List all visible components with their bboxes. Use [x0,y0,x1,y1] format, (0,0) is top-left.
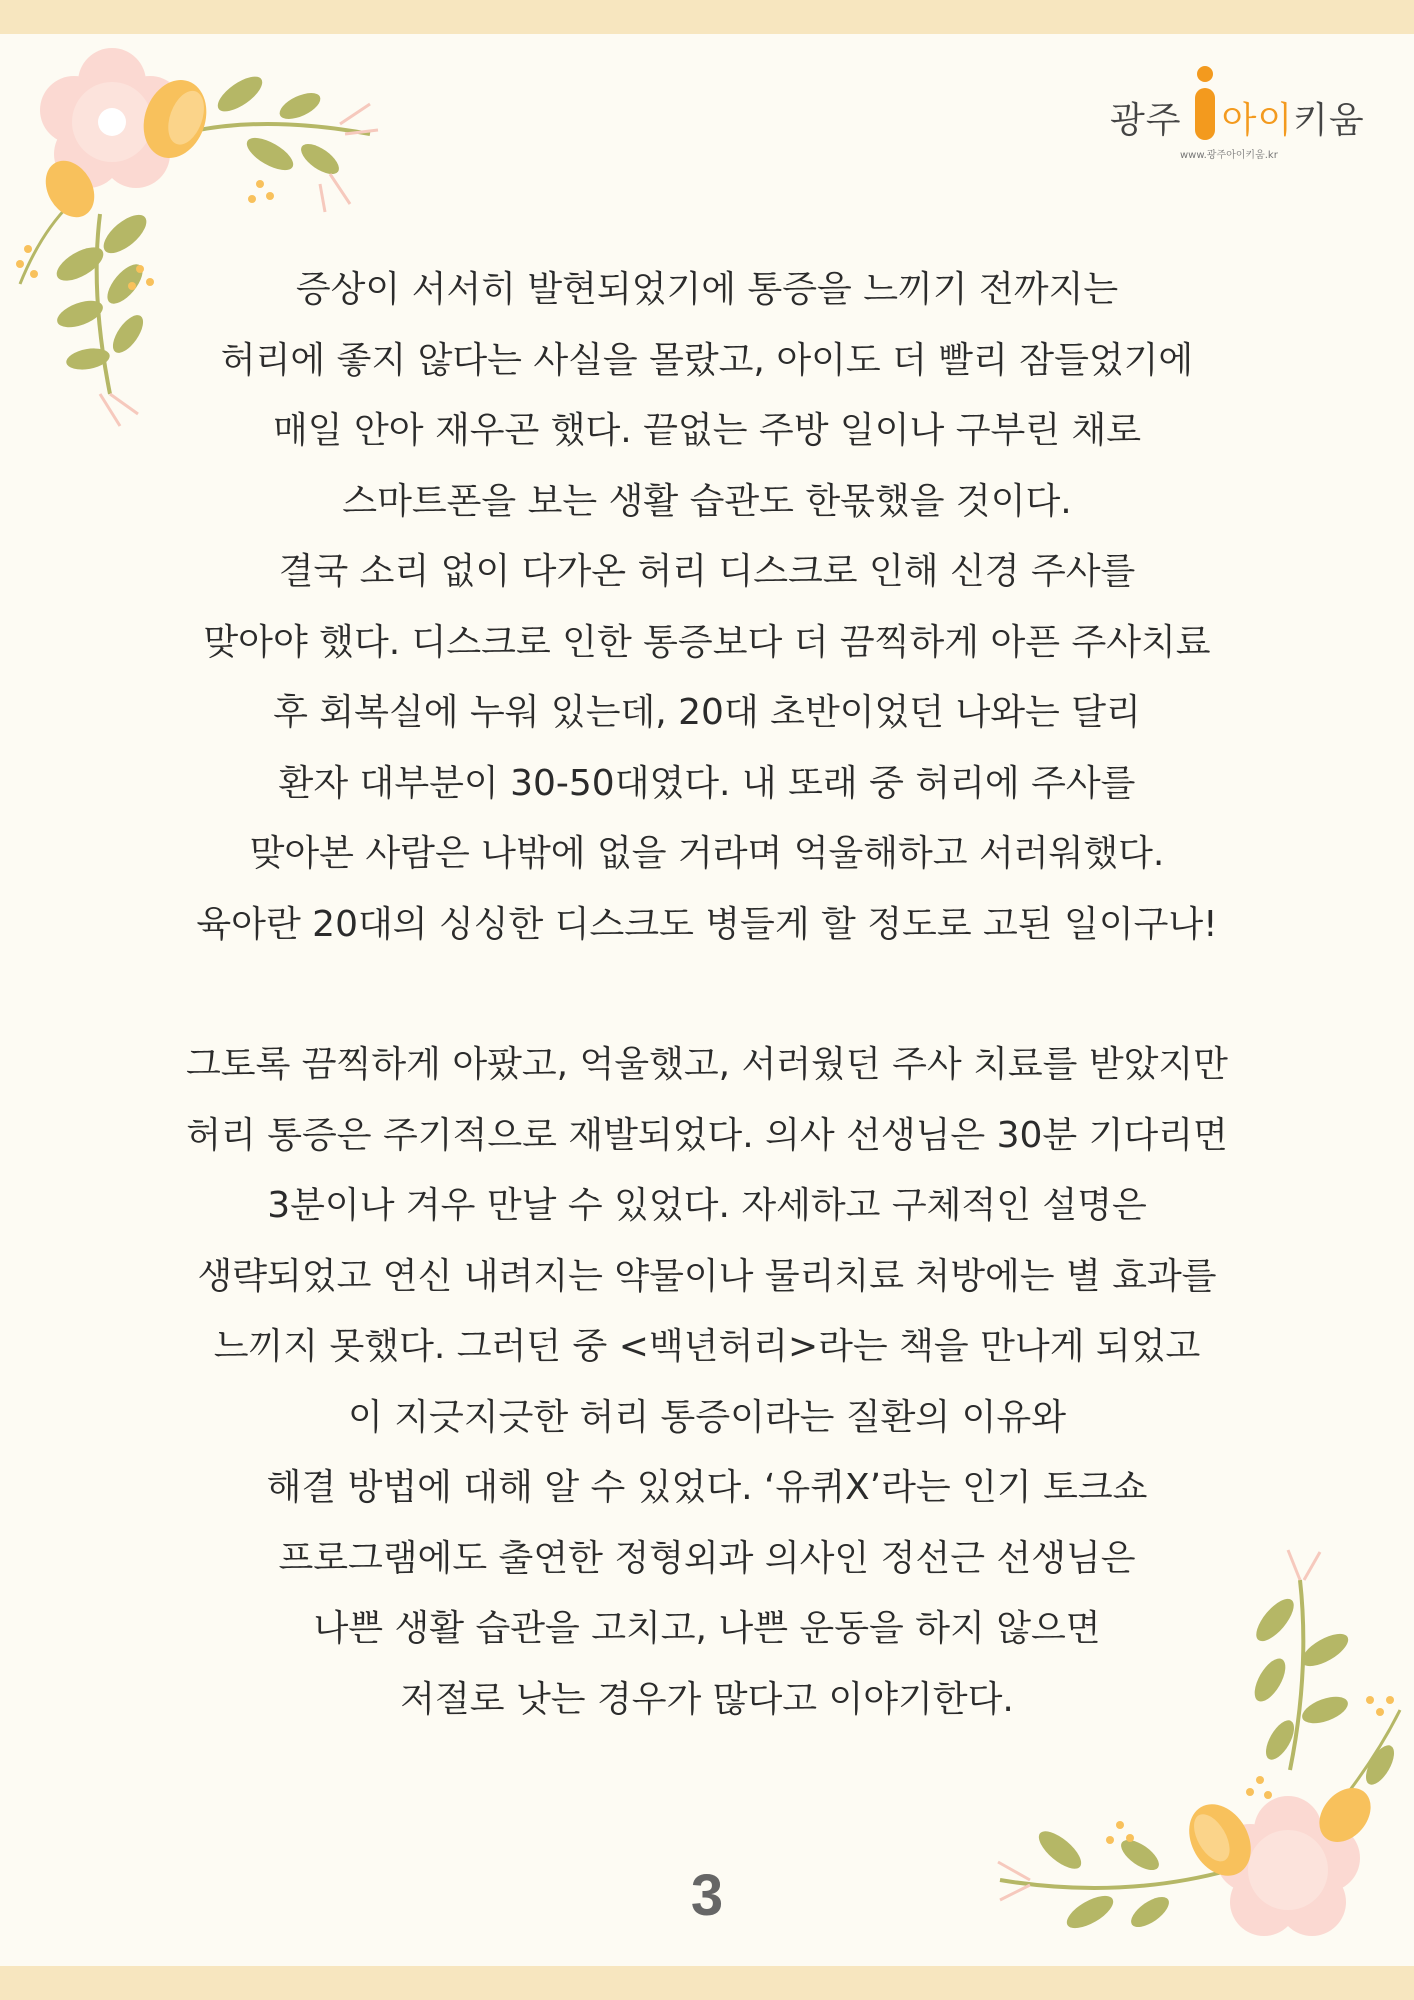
logo-text-right: 키움 [1293,100,1365,141]
text-line: 나쁜 생활 습관을 고치고, 나쁜 운동을 하지 않으면 [313,1608,1101,1649]
logo-text-left: 광주 [1110,100,1182,141]
text-line: 해결 방법에 대해 알 수 있었다. ‘유퀴X’라는 인기 토크쇼 [266,1467,1148,1508]
text-line: 저절로 낫는 경우가 많다고 이야기한다. [400,1678,1014,1720]
text-line: 결국 소리 없이 다가온 허리 디스크로 인해 신경 주사를 [278,551,1136,592]
brand-logo[interactable] [1110,62,1365,162]
text-line: 3분이나 겨우 만날 수 있었다. 자세하고 구체적인 설명은 [267,1185,1147,1226]
logo-text-mid: 아이 [1221,100,1294,141]
paragraph [100,255,1314,960]
text-line: 스마트폰을 보는 생활 습관도 한몫했을 것이다. [342,480,1072,522]
text-line: 매일 안아 재우곤 했다. 끝없는 주방 일이나 구부린 채로 [272,410,1142,451]
bottom-border-band [0,1966,1414,2000]
text-line: 맞아야 했다. 디스크로 인한 통증보다 더 끔찍하게 아픈 주사치료 [203,621,1211,663]
text-line: 맞아본 사람은 나밖에 없을 거라며 억울해하고 서러워했다. [249,833,1165,874]
top-border-band [0,0,1414,34]
text-line: 증상이 서서히 발현되었기에 통증을 느끼기 전까지는 [295,269,1119,310]
page-number: 3 [690,1863,724,1928]
text-line: 생략되었고 연신 내려지는 약물이나 물리치료 처방에는 별 효과를 [197,1255,1217,1297]
text-line: 허리에 좋지 않다는 사실을 몰랐고, 아이도 더 빨리 잠들었기에 [220,339,1194,381]
text-line: 후 회복실에 누워 있는데, 20대 초반이었던 나와는 달리 [273,692,1141,733]
text-line: 프로그램에도 출연한 정형외과 의사인 정선근 선생님은 [278,1537,1136,1579]
text-line: 허리 통증은 주기적으로 재발되었다. 의사 선생님은 30분 기다리면 [186,1114,1228,1156]
text-line: 느끼지 못했다. 그러던 중 <백년허리>라는 책을 만나게 되었고 [213,1326,1201,1367]
text-line: 환자 대부분이 30-50대였다. 내 또래 중 허리에 주사를 [278,762,1136,804]
text-line: 이 지긋지긋한 허리 통증이라는 질환의 이유와 [348,1396,1066,1438]
paragraph [100,1030,1314,1735]
logo-url: www.광주아이키움.kr [1180,150,1278,161]
text-line: 그토록 끔찍하게 아팠고, 억울했고, 서러웠던 주사 치료를 받았지만 [186,1044,1228,1085]
text-line: 육아란 20대의 싱싱한 디스크도 병들게 할 정도로 고된 일이구나! [196,903,1218,945]
logo-text [1110,92,1365,143]
body-text [100,255,1314,1735]
